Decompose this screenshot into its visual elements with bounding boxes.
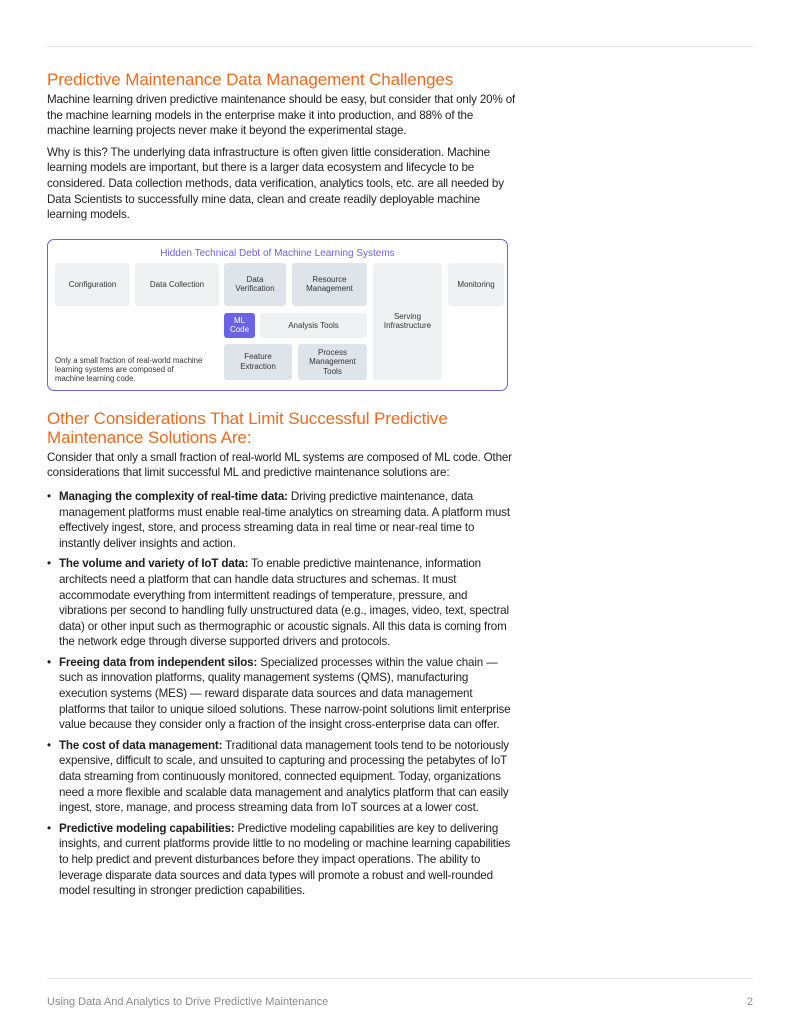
ml-code-box: ML Code: [224, 313, 255, 338]
list-item-text: Driving predictive maintenance, data management platforms must enable real-time analytics on streaming data. A platform must effectively ingest, store, and process streaming data in real time or near-real time to instantly deliver insights and action.: [59, 489, 510, 550]
list-item: [47, 556, 517, 650]
list-item: [47, 655, 517, 733]
list-item-text: Traditional data management tools tend to be notoriously expensive, difficult to scale, and unsuited to capturing and processing the petabytes of IoT data streaming from continuously monitored, connected equipment. Today, organizations need a more flexible and scalable data management and analytics platform that can easily ingest, store, manage, and process streaming data from IoT sources at a lower cost.: [59, 738, 509, 815]
analysis-tools-box: Analysis Tools: [260, 313, 367, 338]
section-heading-considerations: Other Considerations That Limit Successful Predictive Maintenance Solutions Are:: [47, 408, 448, 447]
list-item-text: Specialized processes within the value chain — such as innovation platforms, quality management systems (QMS), manufacturing execution systems (MES) — reward disparate data sources and data management platforms that tailor to unique siloed solutions. These narrow-point solutions limit enterprise value because they consider only a fraction of the insight cross-enterprise data can offer.: [59, 655, 511, 732]
diagram-title: Hidden Technical Debt of Machine Learning Systems: [160, 247, 395, 259]
paragraph: Why is this? The underlying data infrastructure is often given little consideration. Machine learning models are important, but there is a larger data ecosystem and lifecycle to be considered. Data collection methods, data verification, analytics tools, etc. are all needed by Data Scientists to successfully mine data, clean and create readily deployable machine learning models.: [47, 145, 504, 222]
page-content: [47, 70, 517, 904]
list-item-title: Managing the complexity of real-time data:: [59, 489, 288, 503]
list-item-title: Freeing data from independent silos:: [59, 655, 258, 669]
list-item-title: The volume and variety of IoT data:: [59, 557, 249, 571]
paragraph: Machine learning driven predictive maintenance should be easy, but consider that only 20% of the machine learning models in the enterprise make it into production, and 88% of the machine learning projects never make it beyond the experimental stage.: [47, 93, 516, 138]
page-number: 2: [746, 996, 753, 1008]
ml-debt-diagram: [47, 239, 508, 391]
data-verification-box: Data Verification: [224, 263, 286, 306]
considerations-list: [47, 489, 517, 899]
list-item-title: The cost of data management:: [59, 738, 223, 752]
list-item: [47, 489, 517, 551]
footer-title: Using Data And Analytics to Drive Predictive Maintenance: [47, 996, 329, 1008]
top-divider: [47, 46, 753, 47]
process-management-box: Process Management Tools: [298, 344, 367, 380]
configuration-box: Configuration: [55, 263, 130, 306]
list-item-title: Predictive modeling capabilities:: [59, 821, 235, 835]
feature-extraction-box: Feature Extraction: [224, 344, 292, 380]
data-collection-box: Data Collection: [135, 263, 219, 306]
monitoring-box: Monitoring: [448, 263, 504, 306]
list-item: [47, 738, 517, 816]
paragraph: Consider that only a small fraction of real-world ML systems are composed of ML code. Other considerations that limit successful ML and predictive maintenance solutions are:: [47, 450, 512, 480]
list-item-text: To enable predictive maintenance, information architects need a platform that can handle data structures and schemas. It must accommodate everything from intermittent readings of temperature, pressure, and vibrations per second to handling fully unstructured data (e.g., images, video, text, spectral data) or other input such as thermographic or acoustic signals. All this data is coming from the network edge through diverse supported drivers and protocols.: [59, 557, 509, 649]
list-item-text: Predictive modeling capabilities are key to delivering insights, and current platforms provide little to no modeling or machine learning capabilities to help predict and prevent disturbances before they impact operations. The ability to leverage disparate data sources and data types will promote a robust and well-rounded model resulting in stronger prediction capabilities.: [59, 821, 511, 898]
serving-infrastructure-box: Serving Infrastructure: [373, 263, 442, 380]
resource-management-box: Resource Management: [292, 263, 367, 306]
section-heading-challenges: Predictive Maintenance Data Management Challenges: [47, 70, 454, 89]
list-item: [47, 821, 517, 899]
diagram-note: Only a small fraction of real-world machine learning systems are composed of machine learning code.: [55, 355, 203, 384]
footer-divider: [47, 978, 753, 979]
